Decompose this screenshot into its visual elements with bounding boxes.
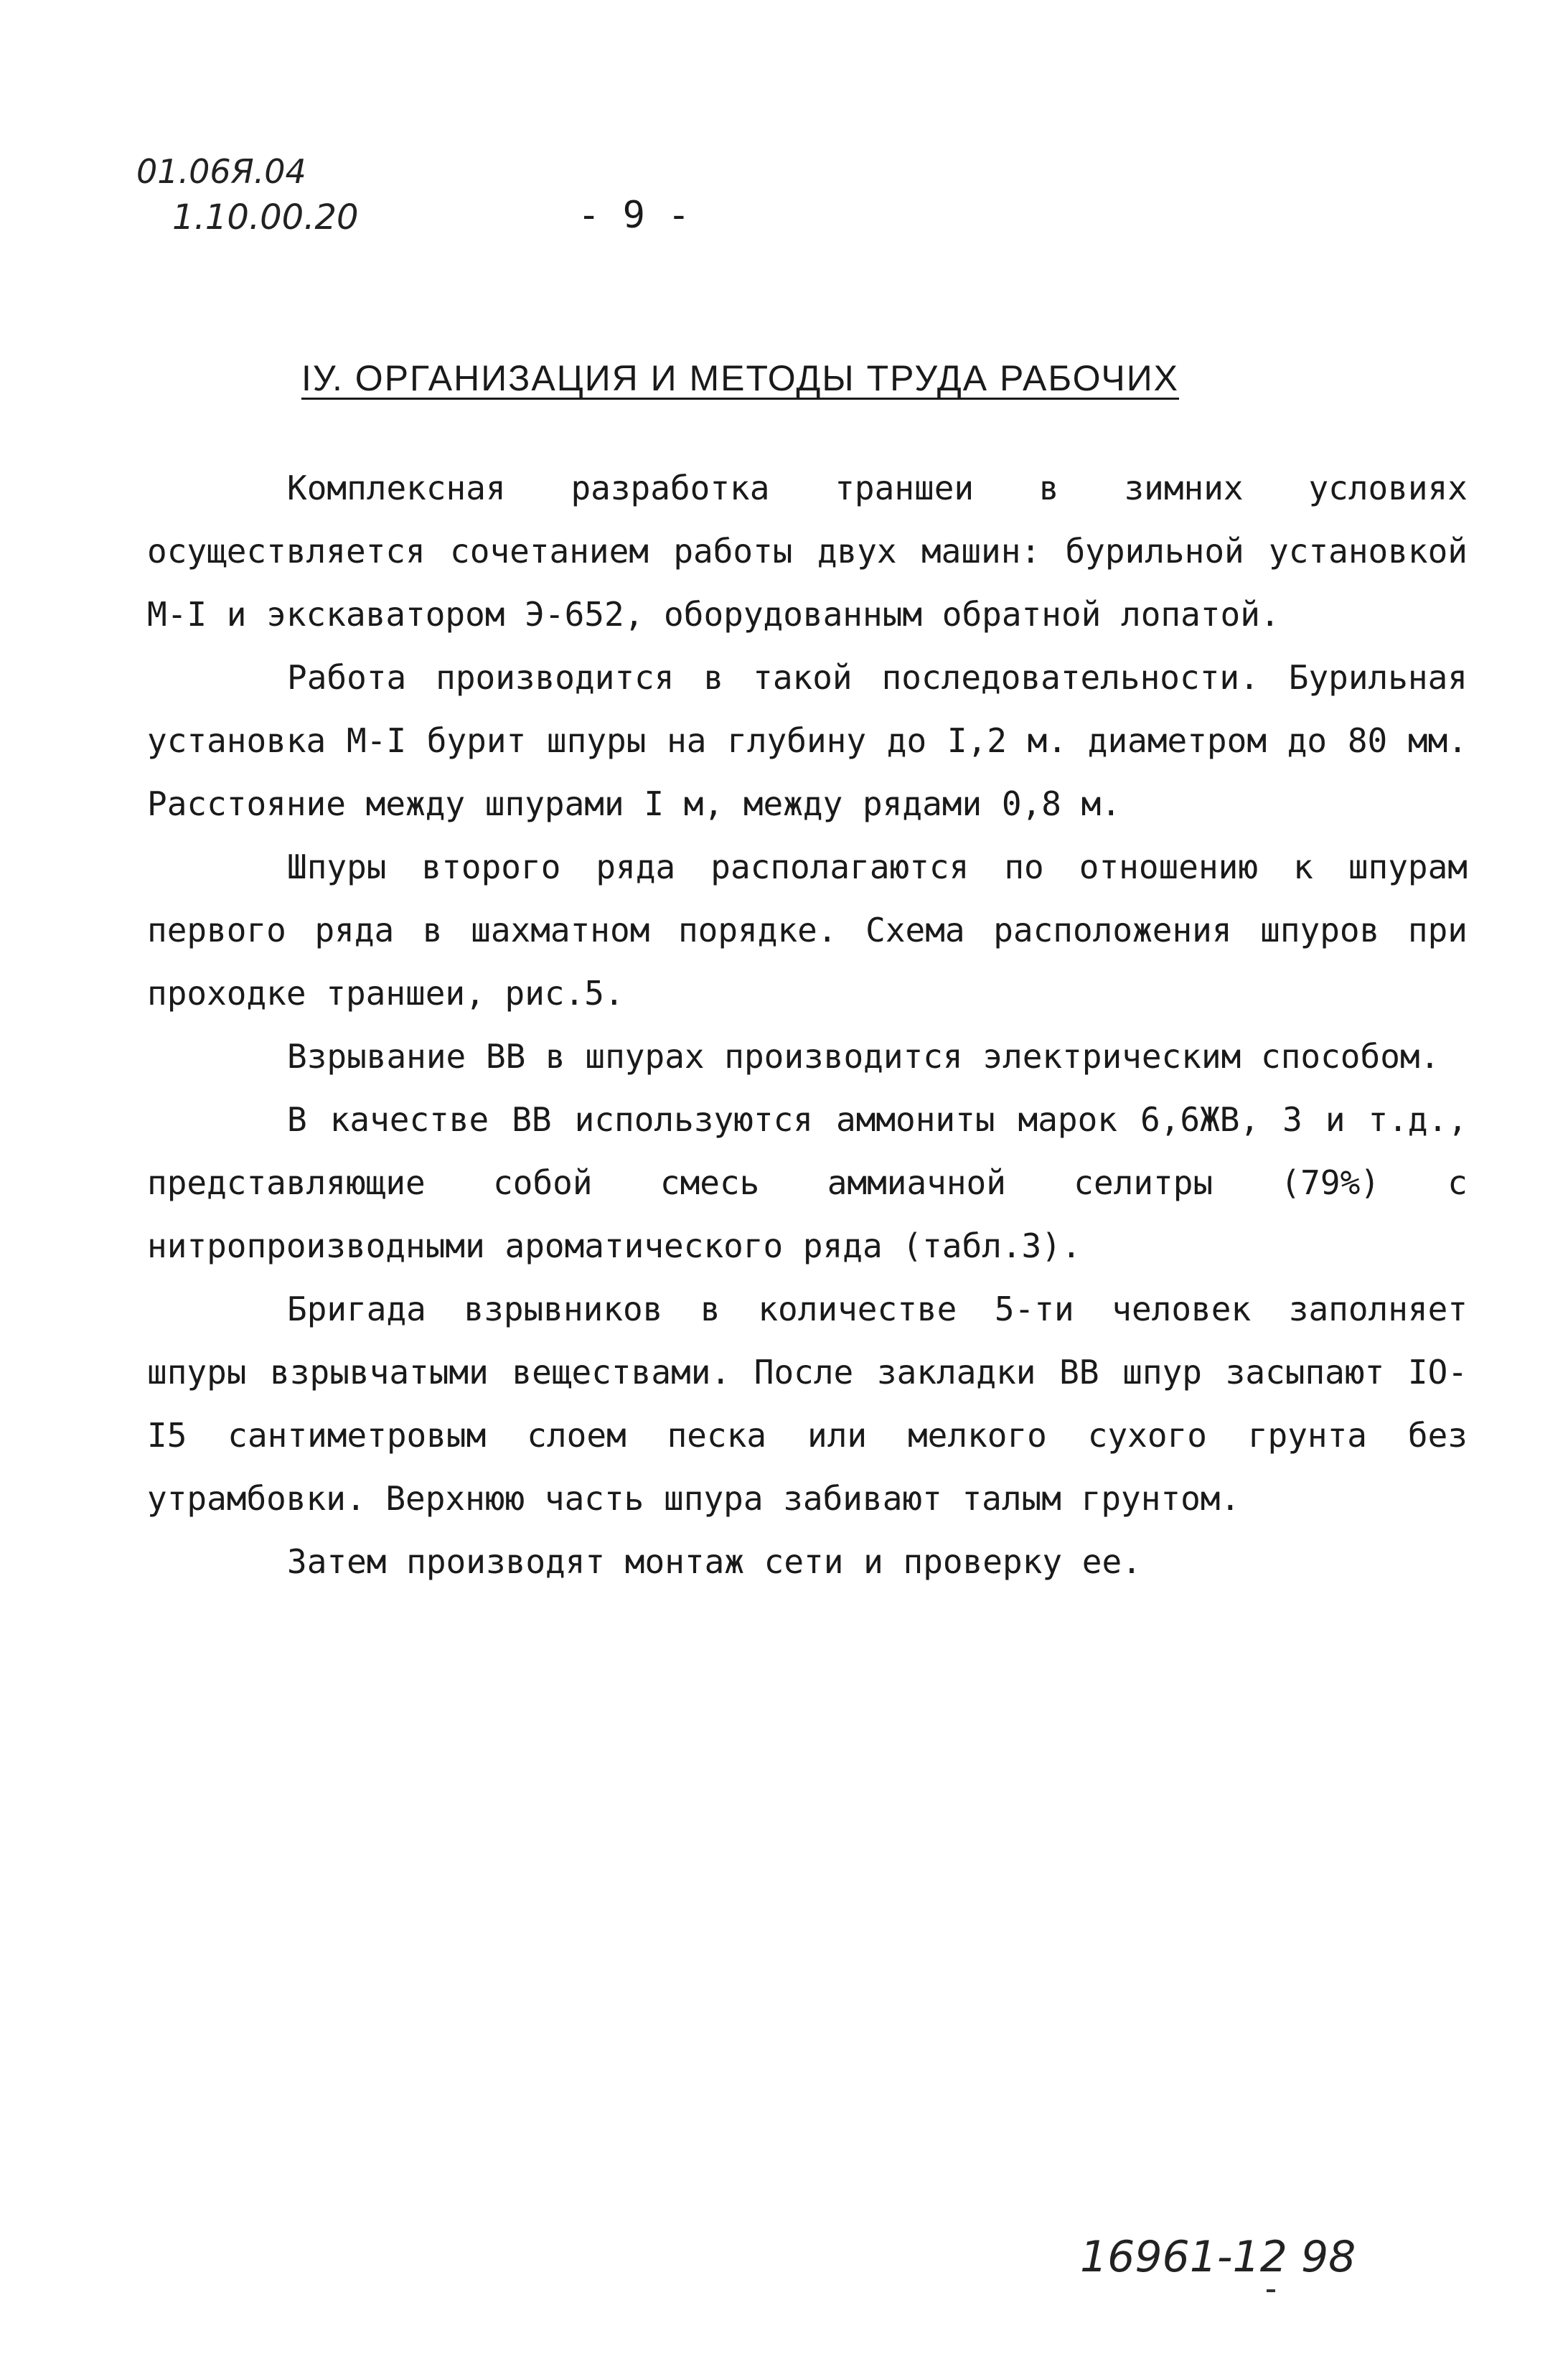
- section-title: IУ. ОРГАНИЗАЦИЯ И МЕТОДЫ ТРУДА РАБОЧИХ: [301, 358, 1179, 398]
- document-number: 16961-12 98: [1080, 2232, 1356, 2282]
- page-number: - 9 -: [578, 194, 690, 237]
- paragraph-6: Бригада взрывников в количестве 5-ти человек заполняет шпуры взрывчатыми веществами. После закладки ВВ шпур засыпают IO-I5 сантиметровым слоем песка или мелкого сухого грунта без утрамбовки. Верхнюю часть шпура забивают талым грунтом.: [147, 1290, 1468, 1518]
- document-code-line-1: 01.06Я.04: [136, 152, 306, 191]
- paragraph-3: Шпуры второго ряда располагаются по отношению к шпурам первого ряда в шахматном порядке. Схема расположения шпуров при проходке траншеи, рис.5.: [147, 848, 1468, 1013]
- paragraph-5: В качестве ВВ используются аммониты марок 6,6ЖВ, 3 и т.д., представляющие собой смесь аммиачной селитры (79%) с нитропроизводными ароматического ряда (табл.3).: [147, 1100, 1468, 1265]
- paragraph-1: Комплексная разработка траншеи в зимних условиях осуществляется сочетанием работы двух машин: бурильной установкой М-I и экскаватором Э-652, оборудованным обратной лопатой.: [147, 469, 1468, 634]
- paragraph-4: Взрывание ВВ в шпурах производится электрическим способом.: [287, 1037, 1440, 1076]
- body-text: [147, 456, 1468, 1593]
- document-code-line-2: 1.10.00.20: [172, 197, 359, 238]
- paragraph-7: Затем производят монтаж сети и проверку ее.: [287, 1542, 1142, 1581]
- mark-dash: [1267, 2289, 1275, 2292]
- paragraph-2: Работа производится в такой последовательности. Бурильная установка М-I бурит шпуры на глубину до I,2 м. диаметром до 80 мм. Расстояние между шпурами I м, между рядами 0,8 м.: [147, 658, 1468, 823]
